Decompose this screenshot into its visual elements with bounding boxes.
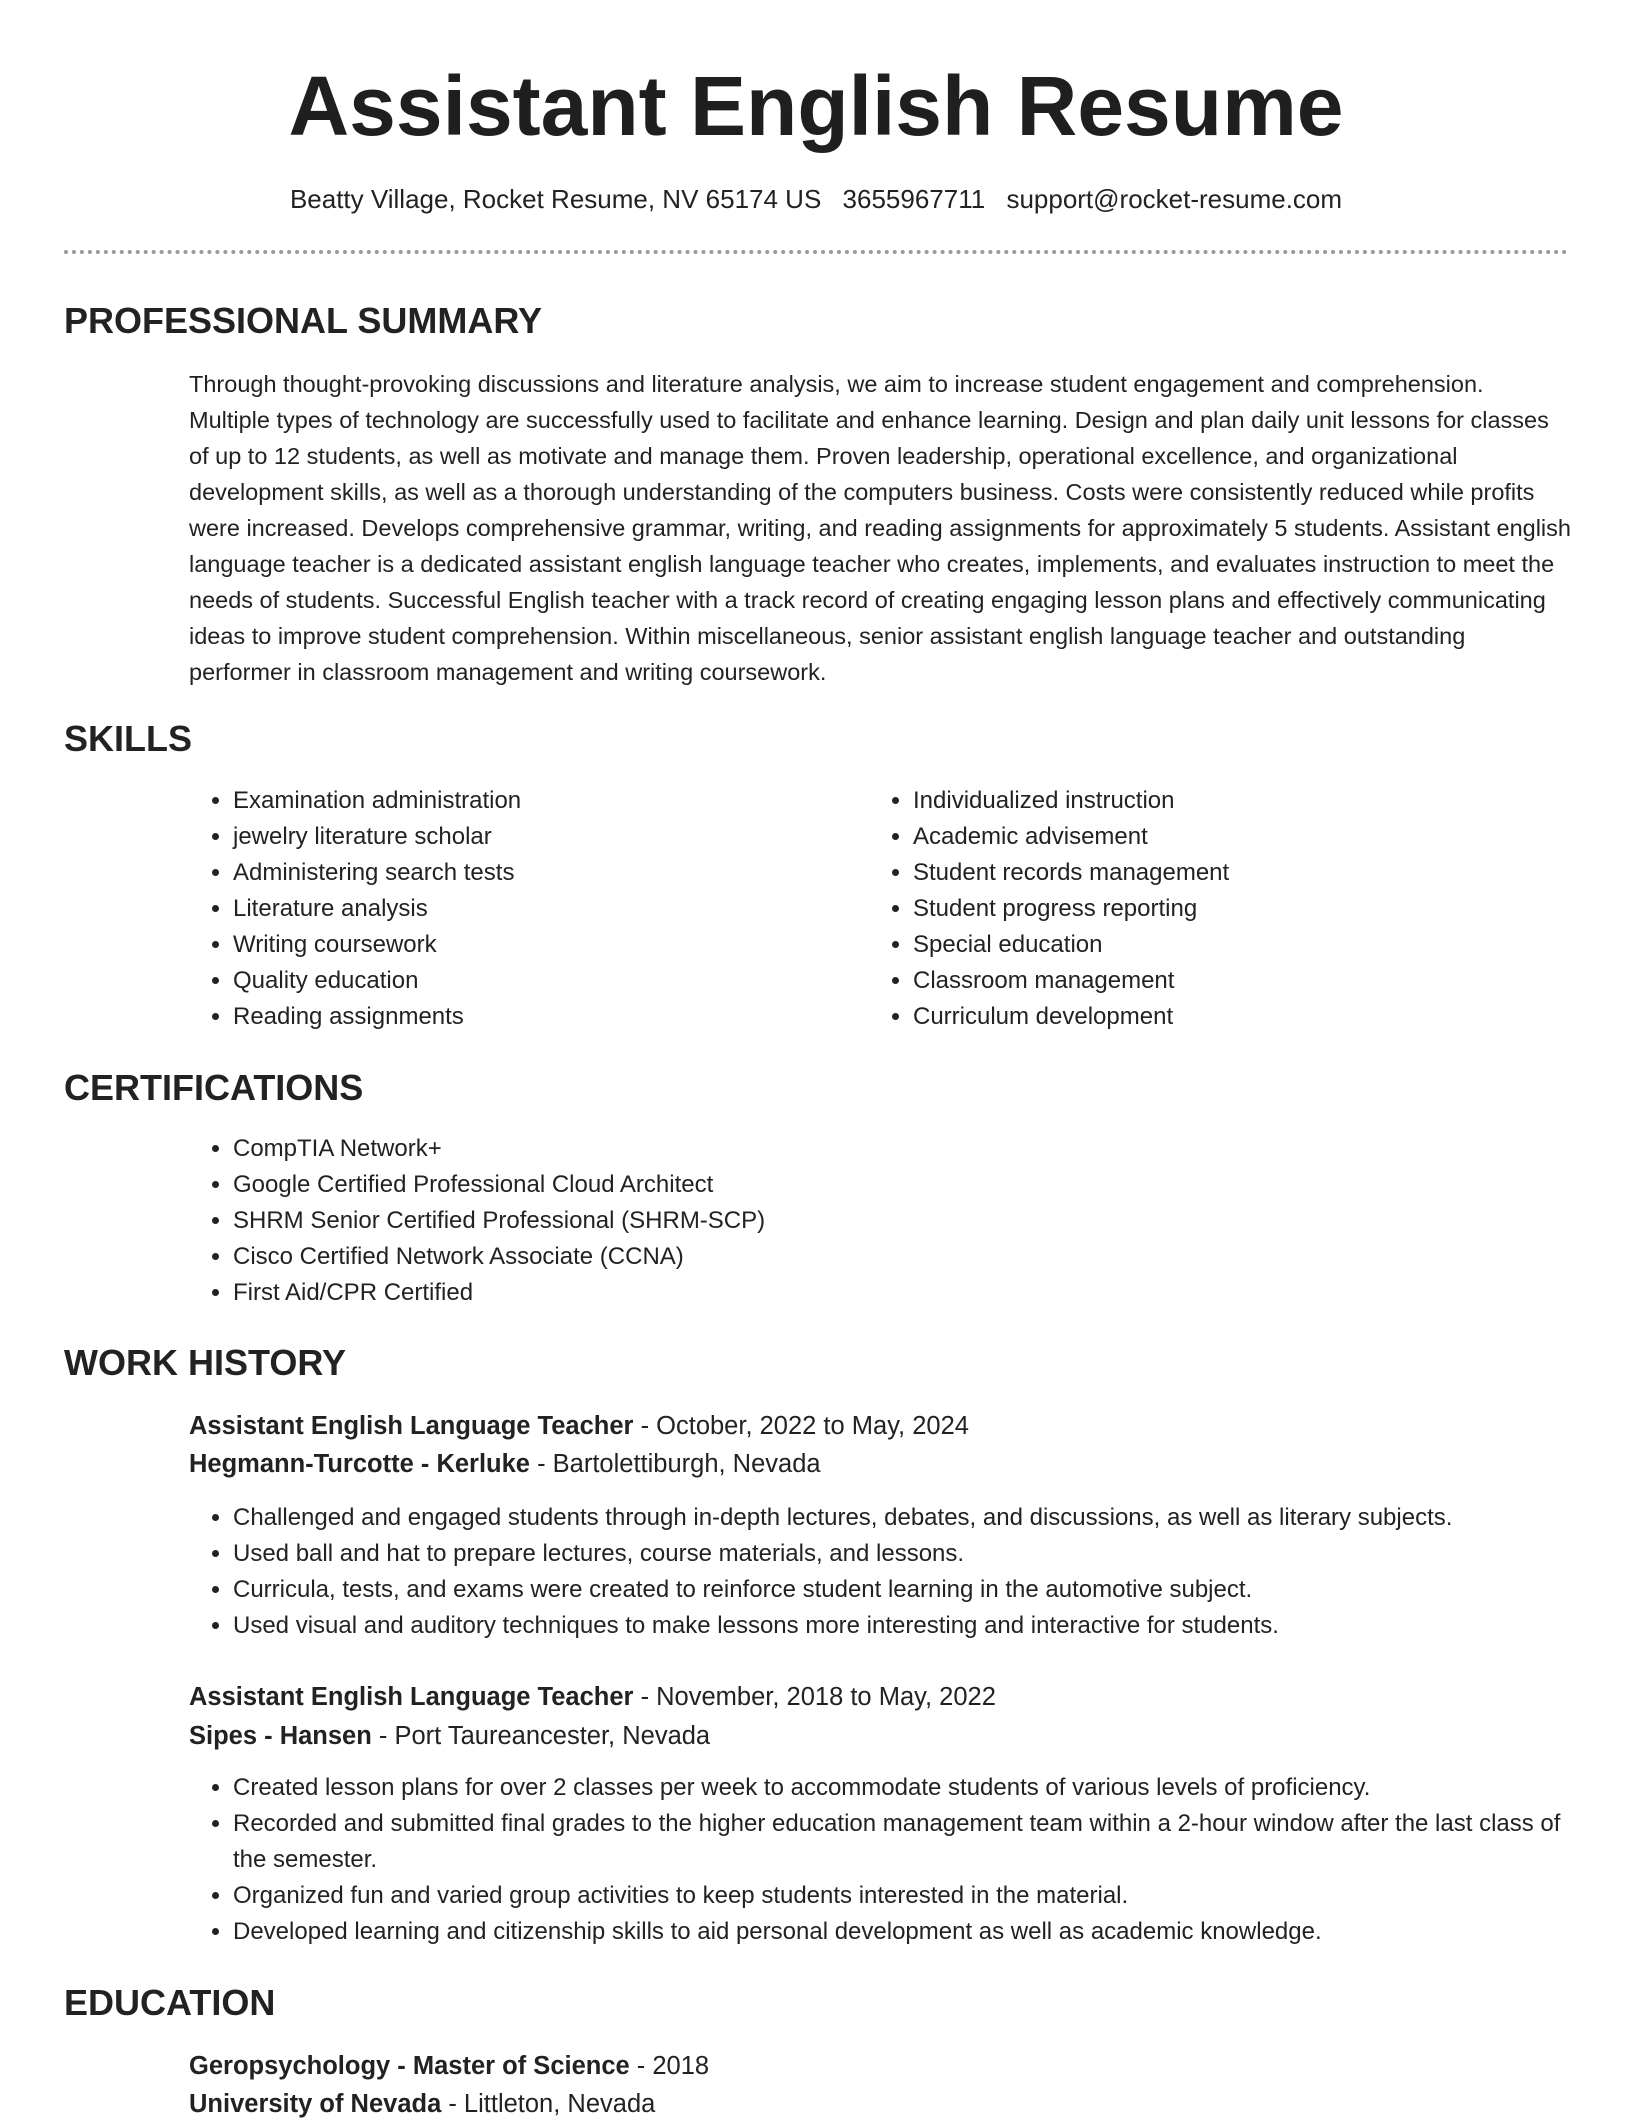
job-2-location: - Port Taureancester, Nevada — [371, 1722, 711, 1750]
list-item: • Used ball and hat to prepare lectures, course materials, and lessons. — [233, 1536, 1573, 1572]
list-item: • Cisco Certified Network Associate (CCNA) — [233, 1239, 1573, 1275]
job-2-bullets — [189, 1770, 1573, 1950]
list-item: • Created lesson plans for over 2 classes per week to accommodate students of various levels of proficiency. — [233, 1770, 1573, 1806]
list-item: • First Aid/CPR Certified — [233, 1275, 1573, 1311]
resume-title: Assistant English Resume — [288, 59, 1344, 153]
list-item: • Curriculum development — [913, 999, 1573, 1035]
list-item: • Reading assignments — [233, 999, 853, 1035]
education-school-line — [189, 2086, 655, 2122]
list-item: • Examination administration — [233, 783, 853, 819]
summary-text: Through thought-provoking discussions and literature analysis, we aim to increase student engagement and comprehension. Multiple types of technology are successfully used to facilitate and enhance learning. Design and plan daily unit lessons for classes of up to 12 students, as well as motivate and manage them. Proven leadership, operational excellence, and organizational development skills, as well as a thorough understanding of the computers business. Costs were consistently reduced while profits were increased. Develops comprehensive grammar, writing, and reading assignments for approximately 5 students. Assistant english language teacher is a dedicated assistant english language teacher who creates, implements, and evaluates instruction to meet the needs of students. Successful English teacher with a track record of creating engaging lesson plans and effectively communicating ideas to improve student comprehension. Within miscellaneous, senior assistant english language teacher and outstanding performer in classroom management and writing coursework. — [189, 371, 1571, 685]
education-degree-line — [189, 2048, 709, 2084]
list-item: • Student records management — [913, 855, 1573, 891]
list-item: • Quality education — [233, 963, 853, 999]
job-1-location: - Bartolettiburgh, Nevada — [530, 1450, 821, 1478]
education-location: - Littleton, Nevada — [441, 2090, 656, 2118]
job-2-title-line — [189, 1679, 996, 1715]
summary-heading: PROFESSIONAL SUMMARY — [64, 300, 543, 341]
certifications-heading: CERTIFICATIONS — [64, 1067, 364, 1108]
list-item: • Classroom management — [913, 963, 1573, 999]
skills-list-right — [869, 783, 1573, 1035]
education-degree: Geropsychology - Master of Science — [189, 2052, 630, 2080]
contact-phone: 3655967711 — [842, 184, 986, 214]
list-item: • Individualized instruction — [913, 783, 1573, 819]
job-1-company: Hegmann-Turcotte - Kerluke — [189, 1450, 530, 1478]
list-item: • Developed learning and citizenship skills to aid personal development as well as academic knowledge. — [233, 1914, 1573, 1950]
list-item: • Administering search tests — [233, 855, 853, 891]
job-2-role: Assistant English Language Teacher — [189, 1683, 634, 1711]
education-heading: EDUCATION — [64, 1982, 276, 2023]
list-item: • Special education — [913, 927, 1573, 963]
job-1-dates: - October, 2022 to May, 2024 — [633, 1412, 969, 1440]
education-school: University of Nevada — [189, 2090, 442, 2118]
list-item: • Recorded and submitted final grades to the higher education management team within a 2-hour window after the last class of the semester. — [233, 1806, 1573, 1878]
contact-line — [0, 182, 1632, 216]
contact-address: Beatty Village, Rocket Resume, NV 65174 US — [289, 184, 822, 214]
list-item: • Organized fun and varied group activities to keep students interested in the material. — [233, 1878, 1573, 1914]
work-history-heading: WORK HISTORY — [64, 1342, 347, 1383]
education-year: - 2018 — [629, 2052, 710, 2080]
job-1-company-line — [189, 1446, 821, 1482]
job-2-dates: - November, 2018 to May, 2022 — [633, 1683, 996, 1711]
list-item: • Curricula, tests, and exams were created to reinforce student learning in the automotive subject. — [233, 1572, 1573, 1608]
list-item: • Challenged and engaged students through in-depth lectures, debates, and discussions, as well as literary subjects. — [233, 1500, 1573, 1536]
list-item: • CompTIA Network+ — [233, 1131, 1573, 1167]
list-item: • Literature analysis — [233, 891, 853, 927]
list-item: • Used visual and auditory techniques to make lessons more interesting and interactive for students. — [233, 1608, 1573, 1644]
list-item: • Student progress reporting — [913, 891, 1573, 927]
job-1-role: Assistant English Language Teacher — [189, 1412, 634, 1440]
job-1-bullets — [189, 1500, 1573, 1644]
header-divider — [64, 250, 1568, 254]
certifications-list — [189, 1131, 1573, 1311]
job-2-company: Sipes - Hansen — [189, 1722, 372, 1750]
skills-list-left — [189, 783, 853, 1035]
list-item: • Academic advisement — [913, 819, 1573, 855]
skills-heading: SKILLS — [64, 718, 193, 759]
list-item: • jewelry literature scholar — [233, 819, 853, 855]
job-1-title-line — [189, 1408, 969, 1444]
list-item: • SHRM Senior Certified Professional (SHRM-SCP) — [233, 1203, 1573, 1239]
list-item: • Google Certified Professional Cloud Architect — [233, 1167, 1573, 1203]
job-2-company-line — [189, 1718, 710, 1754]
contact-email: support@rocket-resume.com — [1006, 184, 1343, 214]
list-item: • Writing coursework — [233, 927, 853, 963]
